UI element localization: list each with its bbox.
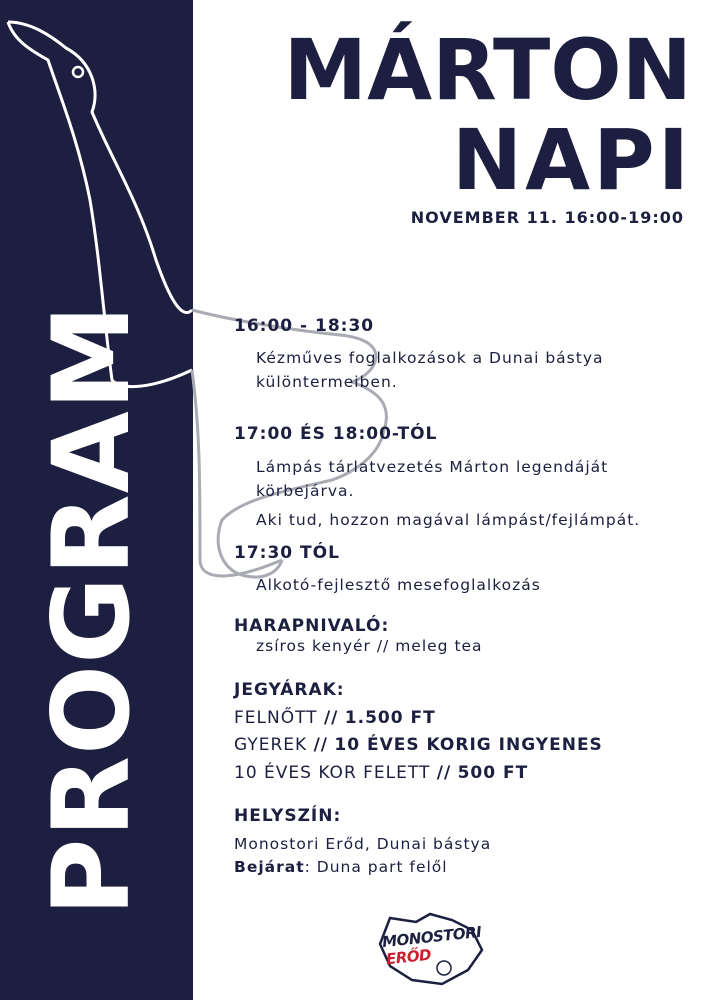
logo-word-monostori: MONOSTORI [381, 922, 483, 952]
entrance-text: : Duna part felől [304, 858, 448, 876]
schedule-line-1a: Kézműves foglalkozások a Dunai bástya [256, 349, 604, 367]
schedule-time-3: 17:30 TÓL [234, 543, 340, 563]
vertical-program-text: PROGRAM [30, 303, 153, 917]
ticket-label-adult: FELNŐTT [234, 708, 318, 728]
schedule-line-2a: Lámpás tárlatvezetés Márton legendáját [256, 458, 609, 476]
schedule-line-2c: Aki tud, hozzon magával lámpást/fejlámpát. [256, 511, 641, 529]
schedule-time-2: 17:00 ÉS 18:00-TÓL [234, 424, 438, 444]
snack-text: zsíros kenyér // meleg tea [256, 637, 483, 655]
location-place: Monostori Erőd, Dunai bástya [234, 835, 492, 853]
ticket-label-over10: 10 ÉVES KOR FELETT [234, 763, 431, 783]
event-date: NOVEMBER 11. 16:00-19:00 [410, 208, 684, 227]
ticket-sep-over10: // [436, 763, 452, 783]
ticket-row-adult [234, 708, 436, 728]
ticket-row-over10 [234, 763, 528, 783]
ticket-row-child [234, 735, 603, 755]
location-entrance [234, 858, 448, 876]
title-napi: NAPI [451, 111, 692, 209]
schedule-line-3a: Alkotó-fejlesztő mesefoglalkozás [256, 576, 541, 594]
snack-heading: HARAPNIVALÓ: [234, 616, 390, 636]
schedule-line-1b: különtermeiben. [256, 373, 398, 391]
schedule-line-2b: körbejárva. [256, 482, 355, 500]
ticket-value-child: 10 ÉVES KORIG INGYENES [334, 735, 603, 755]
title-marton: MÁRTON [283, 21, 692, 119]
location-heading: HELYSZÍN: [234, 806, 342, 826]
ticket-label-child: GYEREK [234, 735, 308, 755]
ticket-sep-child: // [313, 735, 328, 755]
ticket-value-adult: 1.500 FT [344, 708, 436, 728]
tickets-heading: JEGYÁRAK: [234, 680, 345, 700]
ticket-sep-adult: // [323, 708, 339, 728]
schedule-time-1: 16:00 - 18:30 [234, 316, 375, 336]
logo-word-erod: ERŐD [385, 945, 432, 969]
ticket-value-over10: 500 FT [457, 763, 529, 783]
entrance-label: Bejárat [234, 858, 305, 876]
